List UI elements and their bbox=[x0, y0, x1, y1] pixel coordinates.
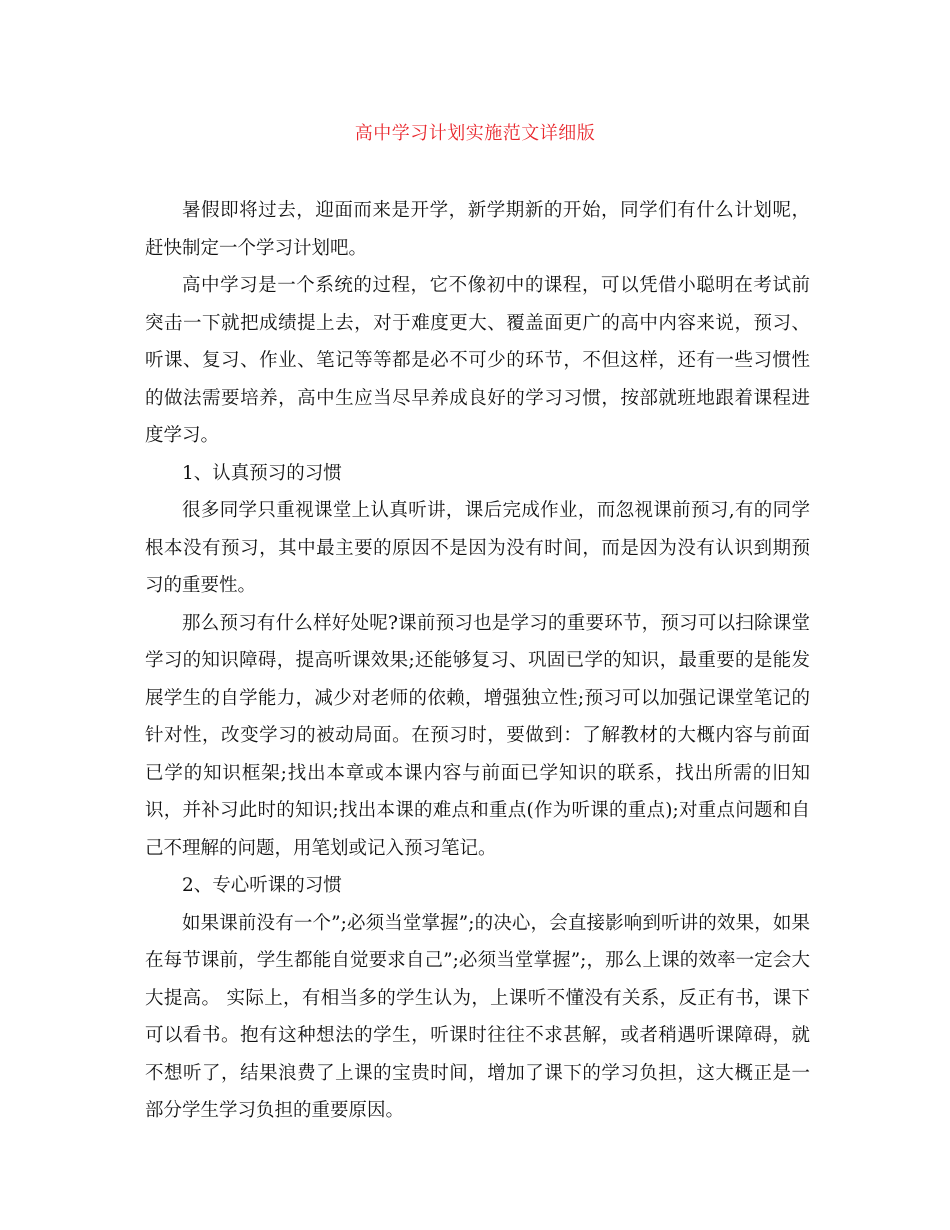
paragraph-preview-benefits: 那么预习有什么样好处呢?课前预习也是学习的重要环节，预习可以扫除课堂学习的知识障碍，提高听课效果;还能够复习、巩固已学的知识，最重要的是能发展学生的自学能力，减少对老师的依赖，增强独立性;预习可以加强记课堂笔记的针对性，改变学习的被动局面。在预习时，要做到：了解教材的大概内容与前面已学的知识框架;找出本章或本课内容与前面已学知识的联系，找出所需的旧知识，并补习此时的知识;找出本课的难点和重点(作为听课的重点);对重点问题和自己不理解的问题，用笔划或记入预习笔记。 bbox=[145, 612, 810, 859]
paragraph-intro: 暑假即将过去，迎面而来是开学，新学期新的开始，同学们有什么计划呢，赶快制定一个学习计划吧。 bbox=[145, 200, 810, 259]
section-heading-preview: 1、认真预习的习惯 bbox=[182, 462, 342, 484]
document-body bbox=[145, 192, 810, 1130]
paragraph-listening: 如果课前没有一个”;必须当堂掌握”;的决心，会直接影响到听讲的效果，如果在每节课前，学生都能自觉要求自己”;必须当堂掌握”;，那么上课的效率一定会大大提高。 实际上，有相当多的学生认为，上课听不懂没有关系，反正有书，课下可以看书。抱有这种想法的学生，听课时往往不求甚解，或者稍遇听课障碍，就不想听了，结果浪费了上课的宝贵时间，增加了课下的学习负担，这大概正是一部分学生学习负担的重要原因。 bbox=[145, 912, 810, 1121]
paragraph-overview: 高中学习是一个系统的过程，它不像初中的课程，可以凭借小聪明在考试前突击一下就把成绩提上去，对于难度更大、覆盖面更广的高中内容来说，预习、听课、复习、作业、笔记等等都是必不可少的环节，不但这样，还有一些习惯性的做法需要培养，高中生应当尽早养成良好的学习习惯，按部就班地跟着课程进度学习。 bbox=[145, 275, 810, 446]
document-title: 高中学习计划实施范文详细版 bbox=[354, 123, 596, 144]
paragraph-preview-neglect: 很多同学只重视课堂上认真听讲，课后完成作业，而忽视课前预习,有的同学根本没有预习，其中最主要的原因不是因为没有时间，而是因为没有认识到期预习的重要性。 bbox=[145, 500, 810, 596]
section-heading-listening: 2、专心听课的习惯 bbox=[182, 875, 342, 896]
